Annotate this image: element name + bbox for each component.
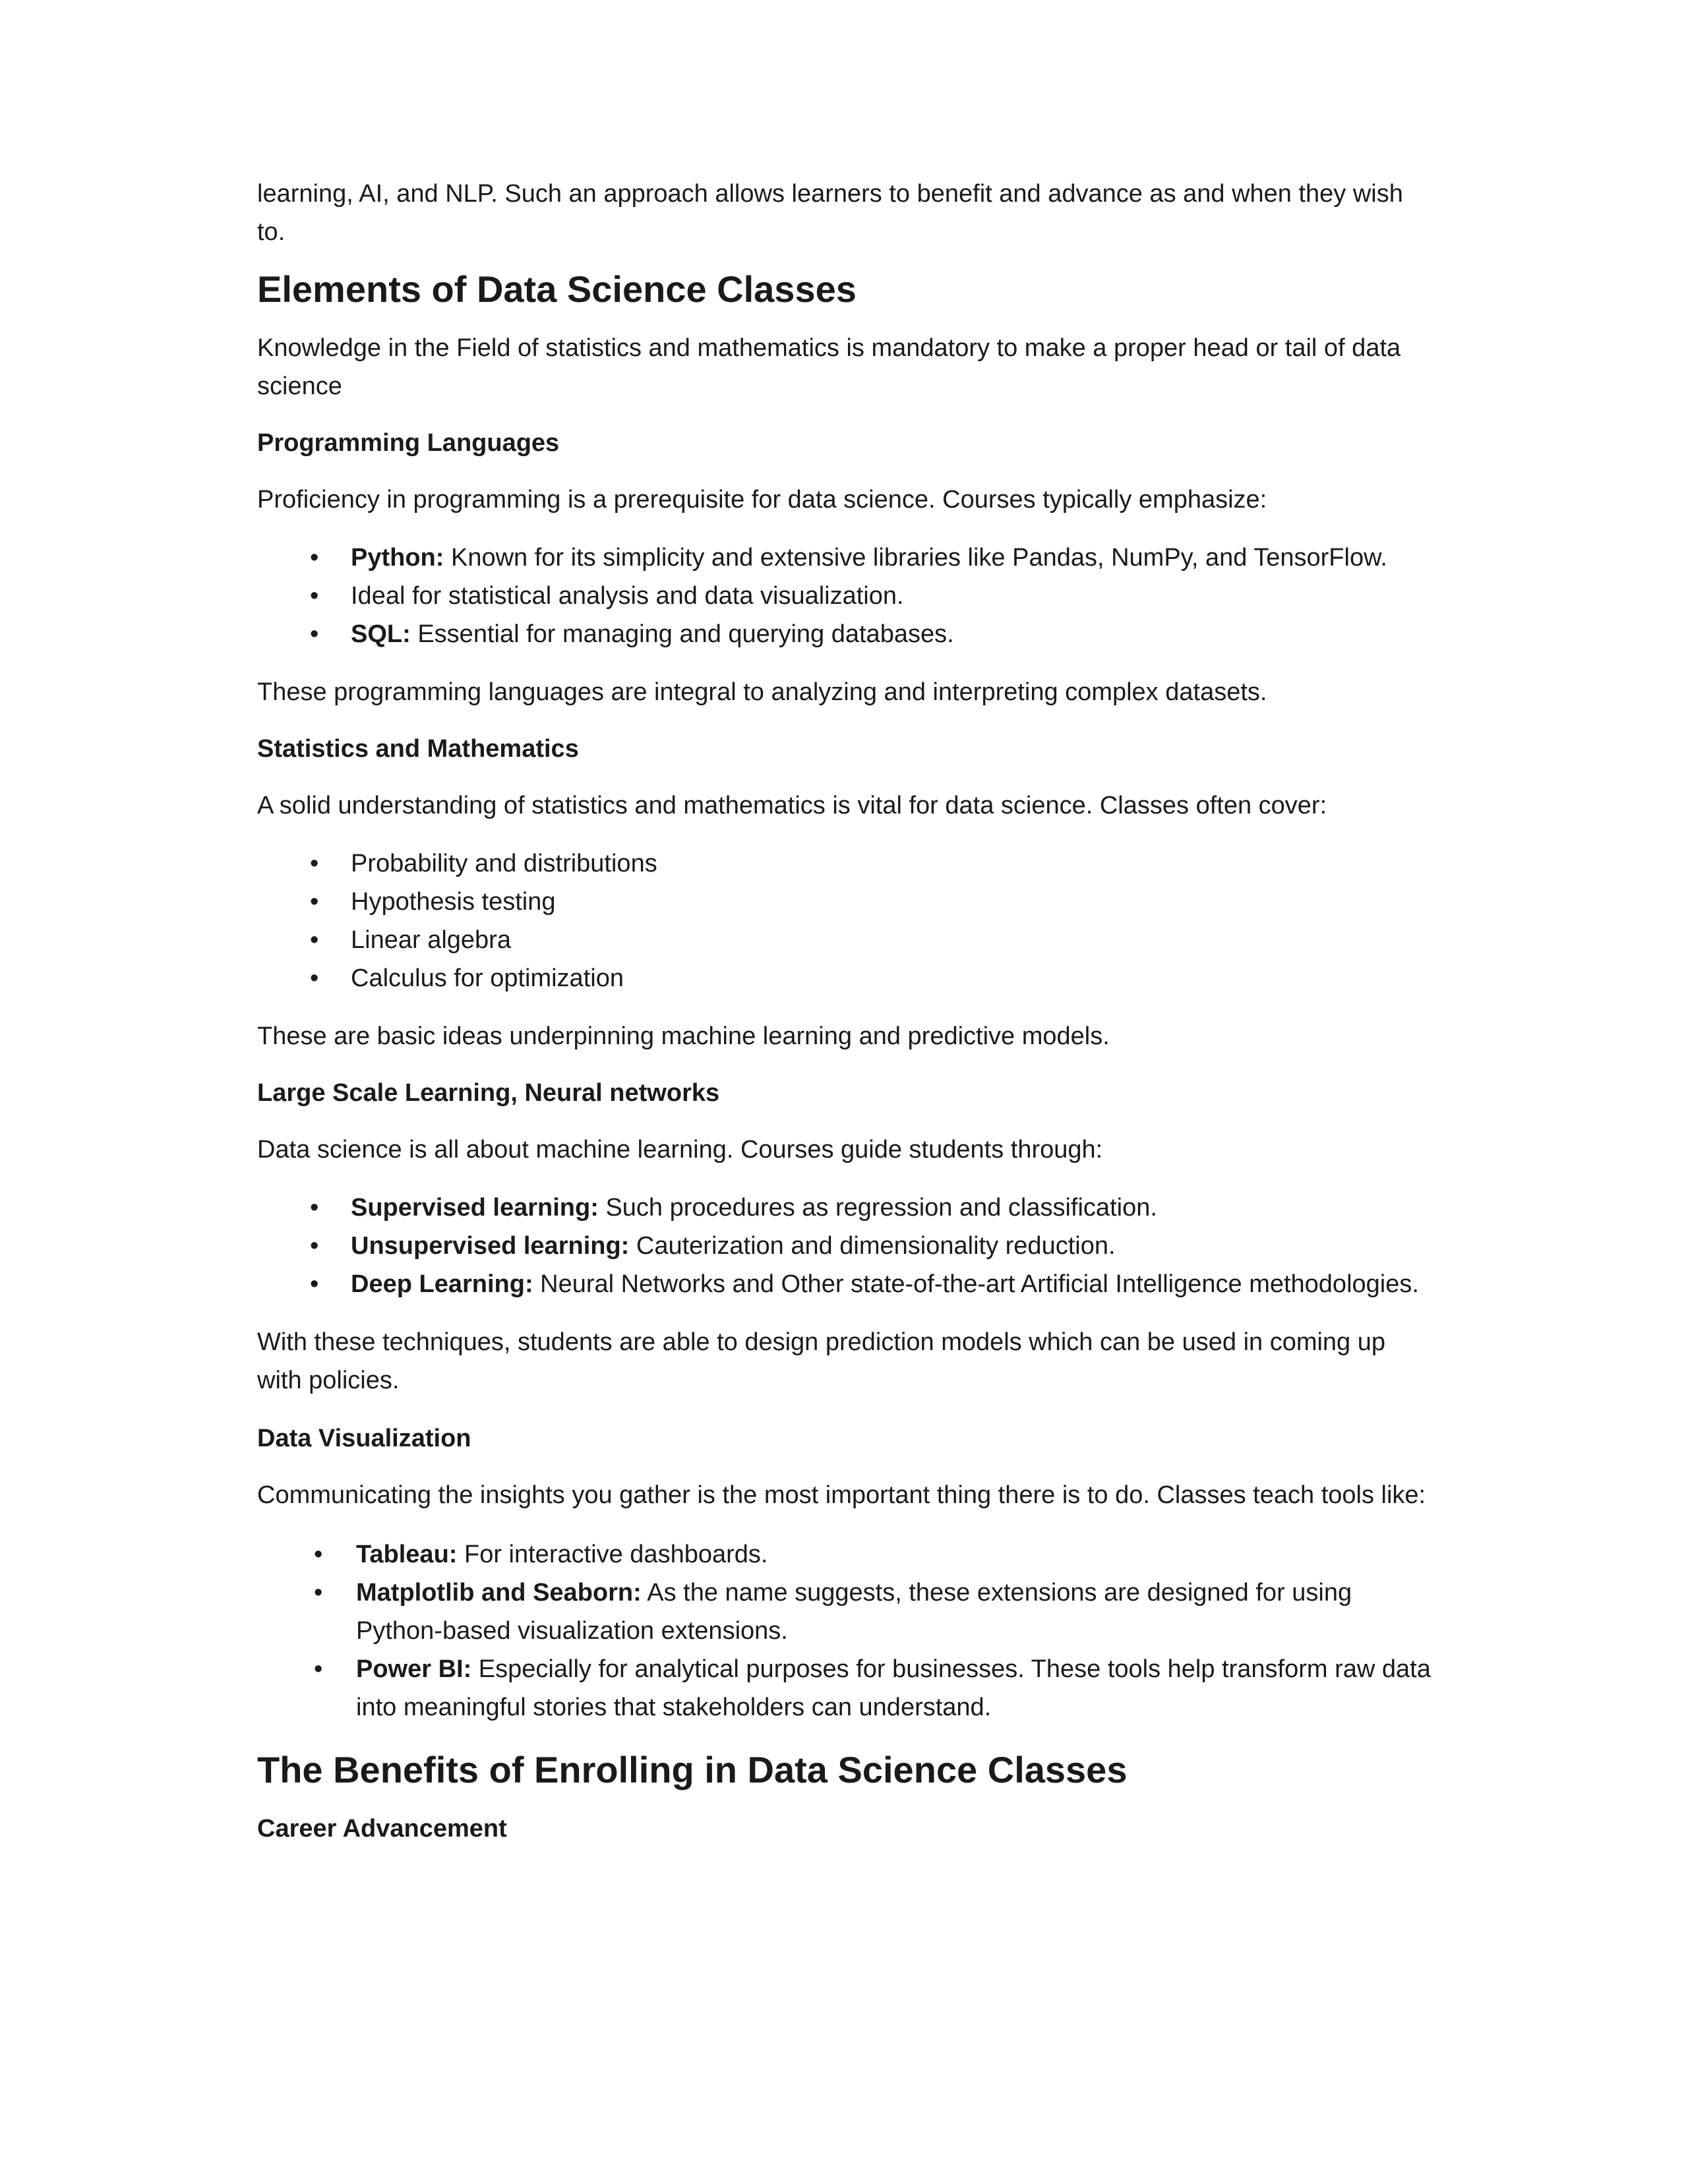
list-item-text: Hypothesis testing — [351, 888, 556, 916]
list-item — [257, 1574, 1431, 1650]
bullet-icon: • — [310, 850, 319, 877]
list-item-term: Supervised learning: — [351, 1194, 599, 1222]
list-item-text: Neural Networks and Other state-of-the-art Artificial Intelligence methodologies. — [533, 1270, 1419, 1298]
bullet-icon: • — [310, 544, 319, 572]
list-item-term: Python: — [351, 544, 444, 572]
bullet-icon: • — [310, 582, 319, 610]
subheading-career-advancement: Career Advancement — [257, 1815, 507, 1843]
list-item — [257, 1265, 1431, 1303]
subheading-statistics-mathematics: Statistics and Mathematics — [257, 735, 579, 763]
list-item-term: Tableau: — [356, 1541, 458, 1568]
section-heading-benefits: The Benefits of Enrolling in Data Science Classes — [257, 1749, 1128, 1790]
bullet-icon: • — [310, 926, 319, 954]
bullet-icon: • — [310, 620, 319, 648]
visualization-intro: Communicating the insights you gather is the most important thing there is to do. Classes teach tools like: — [257, 1481, 1426, 1509]
bullet-icon: • — [310, 888, 319, 916]
bullet-icon: • — [310, 1194, 319, 1222]
statistics-list — [257, 844, 1431, 997]
elements-paragraph: Knowledge in the Field of statistics and mathematics is mandatory to make a proper head or tail of data science — [257, 334, 1401, 400]
bullet-icon: • — [314, 1541, 323, 1568]
list-item-text: Known for its simplicity and extensive libraries like Pandas, NumPy, and TensorFlow. — [444, 544, 1387, 572]
list-item-term: SQL: — [351, 620, 411, 648]
bullet-icon: • — [310, 1232, 319, 1260]
list-item-text: Especially for analytical purposes for businesses. These tools help transform raw data into meaningful stories that stakeholders can understand. — [356, 1655, 1431, 1721]
bullet-icon: • — [314, 1655, 323, 1683]
list-item-term: Unsupervised learning: — [351, 1232, 630, 1260]
list-item — [257, 959, 1431, 997]
list-item-text: Probability and distributions — [351, 850, 657, 877]
bullet-icon: • — [314, 1579, 323, 1607]
subheading-large-scale-learning: Large Scale Learning, Neural networks — [257, 1079, 720, 1107]
subheading-data-visualization: Data Visualization — [257, 1425, 471, 1452]
programming-outro: These programming languages are integral to analyzing and interpreting complex datasets. — [257, 678, 1267, 706]
machine-learning-list — [257, 1189, 1431, 1303]
machine-learning-intro: Data science is all about machine learning. Courses guide students through: — [257, 1136, 1103, 1164]
subheading-programming-languages: Programming Languages — [257, 429, 560, 457]
list-item — [257, 844, 1431, 883]
list-item-text: As the name suggests, these extensions are designed for using Python-based visualization extensions. — [356, 1579, 1352, 1645]
programming-list — [257, 539, 1431, 653]
section-heading-elements: Elements of Data Science Classes — [257, 268, 857, 310]
list-item — [257, 615, 1431, 653]
list-item-text: Essential for managing and querying databases. — [410, 620, 954, 648]
list-item-term: Matplotlib and Seaborn: — [356, 1579, 642, 1607]
list-item — [257, 539, 1431, 577]
list-item-term: Deep Learning: — [351, 1270, 533, 1298]
machine-learning-outro: With these techniques, students are able to design prediction models which can be used in coming up with policies. — [257, 1328, 1386, 1394]
list-item — [257, 1535, 1431, 1574]
list-item — [257, 883, 1431, 921]
list-item — [257, 1650, 1431, 1727]
statistics-outro: These are basic ideas underpinning machine learning and predictive models. — [257, 1022, 1110, 1050]
list-item — [257, 577, 1431, 615]
visualization-list — [257, 1535, 1431, 1727]
programming-intro: Proficiency in programming is a prerequisite for data science. Courses typically emphasize: — [257, 486, 1267, 514]
intro-paragraph: learning, AI, and NLP. Such an approach allows learners to benefit and advance as and when they wish to. — [257, 180, 1403, 246]
list-item — [257, 1227, 1431, 1265]
list-item-text: For interactive dashboards. — [457, 1541, 768, 1568]
bullet-icon: • — [310, 1270, 319, 1298]
list-item-text: Ideal for statistical analysis and data visualization. — [351, 582, 904, 610]
list-item-text: Such procedures as regression and classification. — [598, 1194, 1157, 1222]
list-item-text: Linear algebra — [351, 926, 511, 954]
list-item — [257, 921, 1431, 959]
list-item-text: Calculus for optimization — [351, 964, 624, 992]
list-item-text: Cauterization and dimensionality reduction. — [629, 1232, 1116, 1260]
bullet-icon: • — [310, 964, 319, 992]
list-item — [257, 1189, 1431, 1227]
statistics-intro: A solid understanding of statistics and mathematics is vital for data science. Classes often cover: — [257, 792, 1327, 819]
list-item-term: Power BI: — [356, 1655, 472, 1683]
